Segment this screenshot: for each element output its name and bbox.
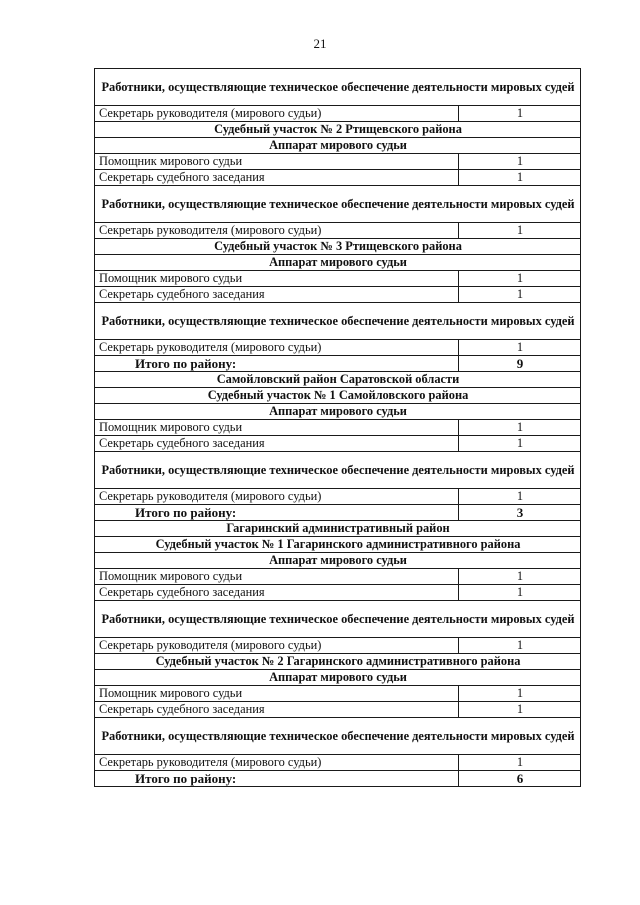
position-name: Секретарь руководителя (мирового судьи) [95,340,459,356]
section-header: Работники, осуществляющие техническое обеспечение деятельности мировых судей [95,186,581,223]
total-row [95,505,581,521]
position-row [95,420,581,436]
section-header: Работники, осуществляющие техническое обеспечение деятельности мировых судей [95,303,581,340]
section-header-row [95,255,581,271]
total-row [95,771,581,787]
total-value: 6 [459,771,581,787]
position-row [95,170,581,186]
section-header-row [95,69,581,106]
section-header-row [95,670,581,686]
section-header: Аппарат мирового судьи [95,255,581,271]
position-count: 1 [459,755,581,771]
section-header-row [95,553,581,569]
section-header-row [95,521,581,537]
position-count: 1 [459,154,581,170]
position-row [95,702,581,718]
section-header: Судебный участок № 1 Самойловского района [95,388,581,404]
position-name: Секретарь руководителя (мирового судьи) [95,223,459,239]
section-header: Аппарат мирового судьи [95,138,581,154]
position-count: 1 [459,106,581,122]
section-header-row [95,404,581,420]
section-header: Судебный участок № 1 Гагаринского административного района [95,537,581,553]
position-name: Секретарь судебного заседания [95,436,459,452]
position-name: Помощник мирового судьи [95,569,459,585]
section-header: Работники, осуществляющие техническое обеспечение деятельности мировых судей [95,452,581,489]
section-header-row [95,138,581,154]
position-count: 1 [459,436,581,452]
total-label: Итого по району: [95,356,459,372]
section-header-row [95,388,581,404]
position-row [95,569,581,585]
position-count: 1 [459,489,581,505]
total-row [95,356,581,372]
section-header-row [95,601,581,638]
section-header: Судебный участок № 2 Гагаринского административного района [95,654,581,670]
position-name: Секретарь руководителя (мирового судьи) [95,489,459,505]
position-name: Секретарь руководителя (мирового судьи) [95,755,459,771]
position-count: 1 [459,420,581,436]
position-name: Секретарь руководителя (мирового судьи) [95,106,459,122]
position-count: 1 [459,170,581,186]
section-header: Судебный участок № 2 Ртищевского района [95,122,581,138]
position-count: 1 [459,686,581,702]
position-row [95,106,581,122]
position-row [95,489,581,505]
section-header: Аппарат мирового судьи [95,670,581,686]
position-name: Секретарь судебного заседания [95,170,459,186]
section-header-row [95,303,581,340]
position-name: Помощник мирового судьи [95,154,459,170]
position-row [95,223,581,239]
section-header: Работники, осуществляющие техническое обеспечение деятельности мировых судей [95,601,581,638]
section-header: Судебный участок № 3 Ртищевского района [95,239,581,255]
position-count: 1 [459,223,581,239]
position-name: Секретарь судебного заседания [95,287,459,303]
staffing-table-body [95,69,581,787]
position-count: 1 [459,287,581,303]
position-row [95,585,581,601]
section-header-row [95,186,581,223]
section-header: Работники, осуществляющие техническое обеспечение деятельности мировых судей [95,718,581,755]
total-label: Итого по району: [95,505,459,521]
position-count: 1 [459,702,581,718]
section-header: Аппарат мирового судьи [95,404,581,420]
section-header-row [95,718,581,755]
total-value: 3 [459,505,581,521]
section-header-row [95,452,581,489]
position-name: Секретарь судебного заседания [95,585,459,601]
position-name: Секретарь руководителя (мирового судьи) [95,638,459,654]
position-row [95,287,581,303]
section-header: Гагаринский административный район [95,521,581,537]
position-row [95,755,581,771]
section-header-row [95,372,581,388]
position-row [95,154,581,170]
section-header: Самойловский район Саратовской области [95,372,581,388]
total-label: Итого по району: [95,771,459,787]
position-count: 1 [459,585,581,601]
section-header-row [95,239,581,255]
position-row [95,271,581,287]
section-header-row [95,537,581,553]
position-row [95,686,581,702]
position-row [95,340,581,356]
position-row [95,436,581,452]
total-value: 9 [459,356,581,372]
section-header: Аппарат мирового судьи [95,553,581,569]
section-header-row [95,122,581,138]
position-name: Помощник мирового судьи [95,271,459,287]
position-name: Секретарь судебного заседания [95,702,459,718]
position-count: 1 [459,340,581,356]
position-count: 1 [459,569,581,585]
position-name: Помощник мирового судьи [95,420,459,436]
position-count: 1 [459,271,581,287]
position-name: Помощник мирового судьи [95,686,459,702]
position-row [95,638,581,654]
page-number: 21 [313,36,327,51]
position-count: 1 [459,638,581,654]
section-header-row [95,654,581,670]
section-header: Работники, осуществляющие техническое обеспечение деятельности мировых судей [95,69,581,106]
staffing-table [94,68,581,787]
